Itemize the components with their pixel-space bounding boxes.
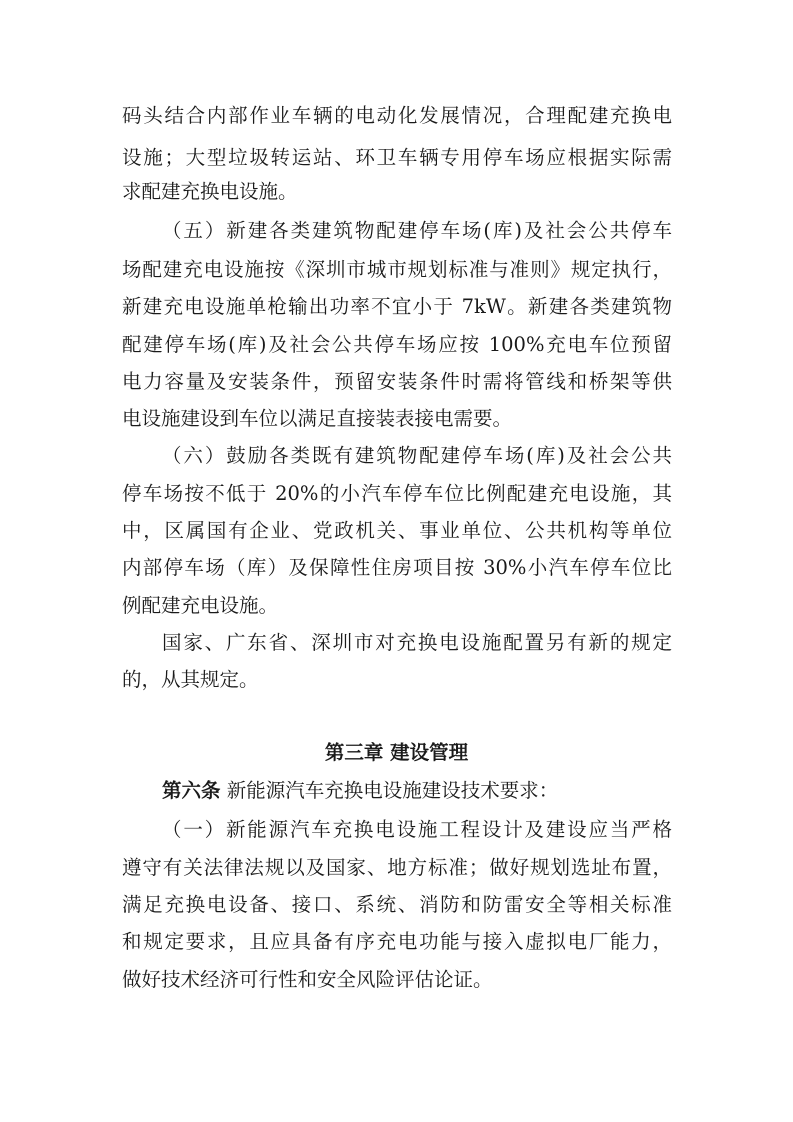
paragraph-line: 满足充换电设备、接口、系统、消防和防雷安全等相关标准 — [122, 893, 672, 916]
paragraph-line: 码头结合内部作业车辆的电动化发展情况，合理配建充换电 — [122, 104, 672, 127]
article-text: 新能源汽车充换电设施建设技术要求： — [226, 779, 559, 802]
paragraph-line: 停车场按不低于 20%的小汽车停车位比例配建充电设施，其 — [122, 482, 672, 505]
paragraph-line: 例配建充电设施。 — [122, 594, 279, 617]
chapter-heading: 第三章 建设管理 — [324, 741, 469, 764]
paragraph-line: 国家、广东省、深圳市对充换电设施配置另有新的规定 — [162, 631, 672, 654]
paragraph-line: （五）新建各类建筑物配建停车场(库)及社会公共停车 — [162, 219, 672, 242]
paragraph-line: 中，区属国有企业、党政机关、事业单位、公共机构等单位 — [122, 519, 672, 542]
article-label: 第六条 — [162, 779, 221, 802]
paragraph-line: 新建充电设施单枪输出功率不宜小于 7kW。新建各类建筑物 — [122, 295, 672, 318]
paragraph-line: 设施；大型垃圾转运站、环卫车辆专用停车场应根据实际需 — [122, 146, 672, 169]
paragraph-line: 场配建充电设施按《深圳市城市规划标准与准则》规定执行， — [122, 258, 672, 281]
paragraph-line: 内部停车场（库）及保障性住房项目按 30%小汽车停车位比 — [122, 556, 672, 579]
paragraph-line: 遵守有关法律法规以及国家、地方标准；做好规划选址布置， — [122, 856, 672, 879]
paragraph-line: 和规定要求，且应具备有序充电功能与接入虚拟电厂能力， — [122, 930, 672, 953]
paragraph-line: （六）鼓励各类既有建筑物配建停车场(库)及社会公共 — [162, 444, 672, 467]
paragraph-line: 电力容量及安装条件，预留安装条件时需将管线和桥架等供 — [122, 370, 672, 393]
paragraph-line: 电设施建设到车位以满足直接装表接电需要。 — [122, 407, 513, 430]
paragraph-line: 配建停车场(库)及社会公共停车场应按 100%充电车位预留 — [122, 333, 672, 356]
paragraph-line: 求配建充换电设施。 — [122, 180, 298, 203]
paragraph-line: （一）新能源汽车充换电设施工程设计及建设应当严格 — [162, 818, 672, 841]
article-line — [162, 776, 672, 806]
paragraph-line: 做好技术经济可行性和安全风险评估论证。 — [122, 968, 493, 991]
paragraph-line: 的，从其规定。 — [122, 668, 259, 691]
